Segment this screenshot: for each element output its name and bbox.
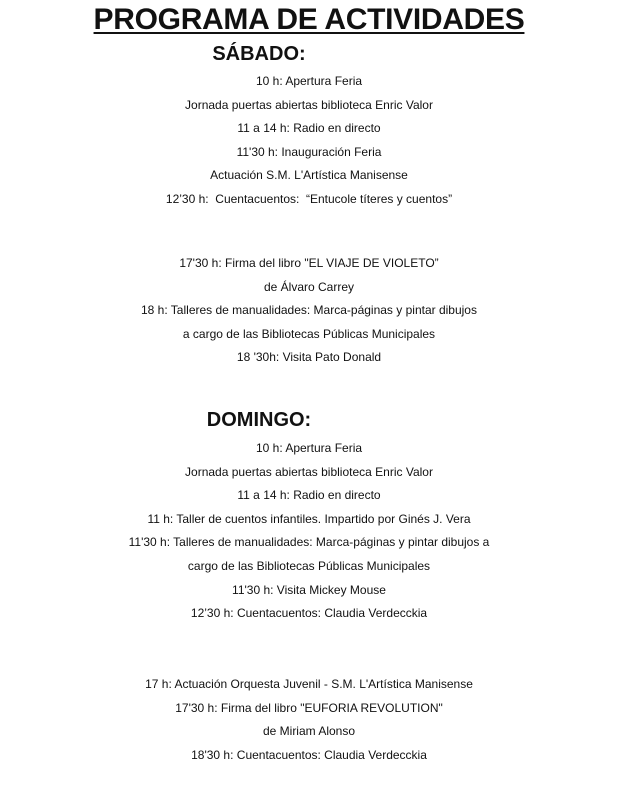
- list-item: Jornada puertas abiertas biblioteca Enric Valor: [185, 97, 433, 112]
- list-item: Jornada puertas abiertas biblioteca Enric Valor: [185, 464, 433, 479]
- sunday-heading-text: DOMINGO:: [206, 409, 312, 431]
- list-item: 18 '30h: Visita Pato Donald: [236, 350, 382, 365]
- list-item: 12’30 h: Cuentacuentos: Claudia Verdecckia: [190, 606, 428, 621]
- list-item: 17'30 h: Firma del libro "EL VIAJE DE VIOLETO”: [179, 256, 439, 270]
- list-item: Actuación S.M. L'Artística Manisense: [210, 168, 408, 183]
- saturday-morning-list: [0, 70, 618, 212]
- list-item: 11 a 14 h: Radio en directo: [237, 488, 381, 503]
- list-item: de Miriam Alonso: [262, 724, 356, 739]
- list-item: 18 h: Talleres de manualidades: Marca-páginas y pintar dibujos: [141, 303, 477, 318]
- page-title-text: PROGRAMA DE ACTIVIDADES: [93, 3, 525, 36]
- list-item: cargo de las Bibliotecas Públicas Municipales: [187, 558, 431, 573]
- sunday-afternoon-list: [0, 673, 618, 767]
- list-item: 12’30 h: Cuentacuentos: “Entucole títeres y cuentos”: [165, 191, 453, 206]
- list-item: a cargo de las Bibliotecas Públicas Municipales: [182, 326, 436, 341]
- saturday-afternoon-list: [0, 252, 618, 370]
- list-item: 11'30 h: Inauguración Feria: [236, 144, 382, 159]
- page-title: [0, 2, 618, 38]
- saturday-heading: [0, 42, 618, 66]
- list-item: 11 a 14 h: Radio en directo: [237, 121, 381, 136]
- list-item: 18'30 h: Cuentacuentos: Claudia Verdecckia: [191, 747, 427, 762]
- list-item: 11 h: Taller de cuentos infantiles. Impartido por Ginés J. Vera: [147, 511, 471, 526]
- sunday-morning-list: [0, 437, 618, 626]
- list-item: 11'30 h: Visita Mickey Mouse: [232, 582, 386, 597]
- list-item: 10 h: Apertura Feria: [255, 441, 363, 455]
- sunday-heading: [0, 408, 618, 432]
- list-item: 17'30 h: Firma del libro "EUFORIA REVOLUTION": [175, 700, 443, 715]
- saturday-heading-text: SÁBADO:: [212, 43, 306, 65]
- list-item: 17 h: Actuación Orquesta Juvenil - S.M. L'Artística Manisense: [145, 677, 473, 691]
- list-item: 10 h: Apertura Feria: [255, 74, 363, 88]
- list-item: 11'30 h: Talleres de manualidades: Marca-páginas y pintar dibujos a: [128, 535, 490, 550]
- list-item: de Álvaro Carrey: [263, 279, 355, 294]
